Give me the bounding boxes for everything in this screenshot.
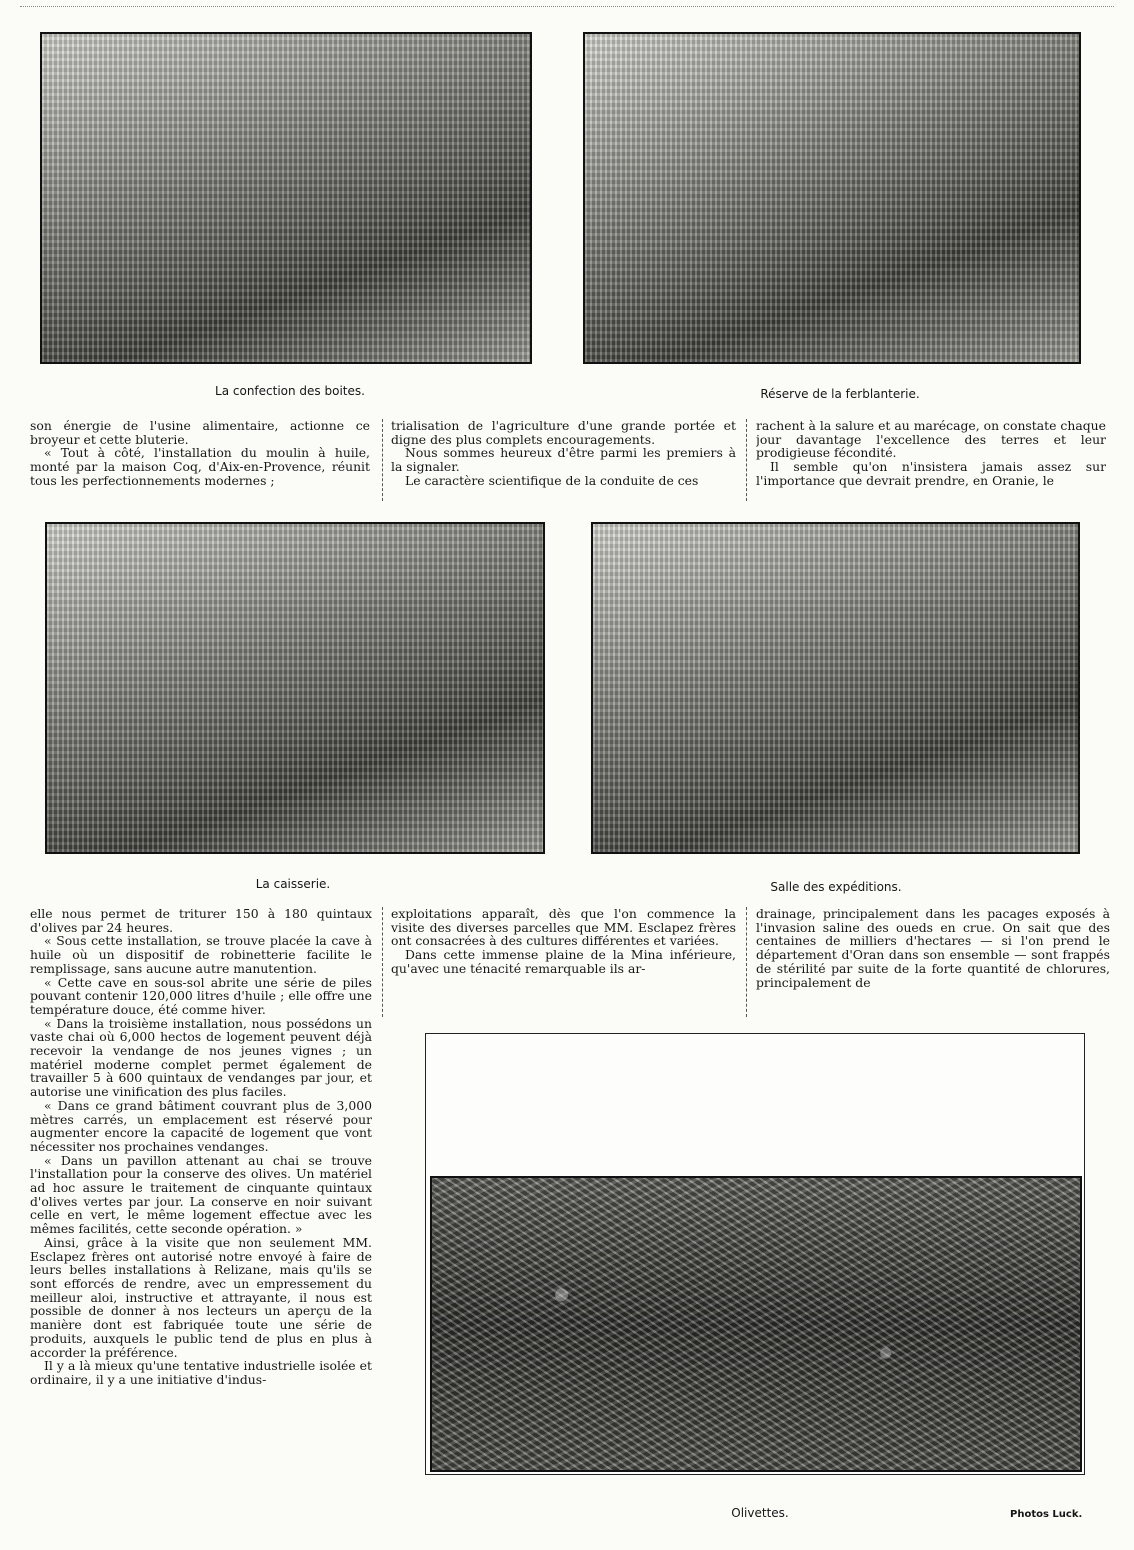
photo-olivettes bbox=[430, 1176, 1082, 1472]
paragraph: Il semble qu'on n'insistera jamais assez sur l'importance que devrait prendre, en Oranie, le bbox=[756, 459, 1106, 488]
paragraph: « Dans ce grand bâtiment couvrant plus de 3,000 mètres carrés, un emplacement est réservé pour augmenter encore la capacité de logement que vont nécessiter nos prochaines vendanges. bbox=[30, 1097, 372, 1154]
text-column-1a bbox=[30, 419, 370, 501]
caption-salle-des-expeditions: Salle des expéditions. bbox=[770, 880, 902, 894]
paragraph: trialisation de l'agriculture d'une grande portée et digne des plus complets encouragements. bbox=[391, 419, 736, 447]
paragraph: Il y a là mieux qu'une tentative industrielle isolée et ordinaire, il y a une initiative d'indus- bbox=[30, 1358, 372, 1387]
top-rule bbox=[20, 6, 1114, 7]
column-rule bbox=[382, 907, 383, 1017]
paragraph: Nous sommes heureux d'être parmi les premiers à la signaler. bbox=[391, 445, 736, 475]
paragraph: Dans cette immense plaine de la Mina inférieure, qu'avec une ténacité remarquable ils ar- bbox=[391, 947, 736, 976]
photo-caisserie bbox=[45, 522, 545, 854]
column-rule bbox=[382, 419, 383, 501]
paragraph: « Dans la troisième installation, nous possédons un vaste chai où 6,000 hectos de logement peuvent déjà recevoir la vendange de nos jeunes vignes ; un matériel moderne complet permet également de travailler 5 à 600 quintaux de vendanges par jour, et autorise une vinification des plus faciles. bbox=[30, 1015, 372, 1100]
text-column-2c bbox=[756, 907, 1110, 1019]
caption-confection-des-boites: La confection des boites. bbox=[215, 384, 365, 398]
photo-reserve-ferblanterie bbox=[583, 32, 1081, 364]
paragraph: drainage, principalement dans les pacages exposés à l'invasion saline des oueds en crue. On sait que des centaines de milliers d'hectares — si l'on prend le département d'Oran dans son ensemble — sont frappés de stérilité par suite de la forte quantité de chlorures, principalement de bbox=[756, 907, 1110, 990]
paragraph: Ainsi, grâce à la visite que non seulement MM. Esclapez frères ont autorisé notre envoyé à faire de leurs belles installations à Relizane, mais qu'ils se sont efforcés de rendre, avec un empressement du meilleur aloi, instructive et attrayante, il nous est possible de donner à nos lecteurs un aperçu de la manière dont est fabriquée toute une série de produits, auxquels le public tend de plus en plus à accorder la préférence. bbox=[30, 1234, 372, 1360]
paragraph: « Tout à côté, l'installation du moulin à huile, monté par la maison Coq, d'Aix-en-Provence, réunit tous les perfectionnements modernes ; bbox=[30, 445, 370, 488]
paragraph: elle nous permet de triturer 150 à 180 quintaux d'olives par 24 heures. bbox=[30, 907, 372, 935]
caption-olivettes: Olivettes. bbox=[731, 1506, 789, 1520]
text-column-2a bbox=[30, 907, 372, 1513]
text-column-1b bbox=[391, 419, 736, 501]
column-rule bbox=[746, 907, 747, 1017]
text-column-2b bbox=[391, 907, 736, 1019]
photo-credit: Photos Luck. bbox=[1010, 1509, 1083, 1520]
paragraph: exploitations apparaît, dès que l'on commence la visite des diverses parcelles que MM. Esclapez frères ont consacrées à des cultures différentes et variées. bbox=[391, 907, 736, 949]
caption-caisserie: La caisserie. bbox=[255, 877, 331, 891]
paragraph: son énergie de l'usine alimentaire, actionne ce broyeur et cette bluterie. bbox=[30, 419, 370, 447]
paragraph: « Sous cette installation, se trouve placée la cave à huile où un dispositif de robinetterie facilite le remplissage, sans aucune autre manutention. bbox=[30, 933, 372, 976]
paragraph: « Dans un pavillon attenant au chai se trouve l'installation pour la conserve des olives. Un matériel ad hoc assure le traitement de cinquante quintaux d'olives vertes par jour. La conserve en noir suivant celle en vert, le même logement effectue avec les mêmes facilités, cette seconde opération. » bbox=[30, 1152, 372, 1237]
paragraph: « Cette cave en sous-sol abrite une série de piles pouvant contenir 120,000 litres d'huile ; elle offre une température douce, été comme hiver. bbox=[30, 974, 372, 1017]
photo-salle-des-expeditions bbox=[591, 522, 1080, 854]
paragraph: rachent à la salure et au marécage, on constate chaque jour davantage l'excellence des terres et leur prodigieuse fécondité. bbox=[756, 419, 1106, 461]
photo-confection-des-boites bbox=[40, 32, 532, 364]
paragraph: Le caractère scientifique de la conduite de ces bbox=[405, 472, 699, 488]
caption-reserve-ferblanterie: Réserve de la ferblanterie. bbox=[760, 387, 920, 401]
column-rule bbox=[746, 419, 747, 501]
text-column-1c bbox=[756, 419, 1106, 501]
